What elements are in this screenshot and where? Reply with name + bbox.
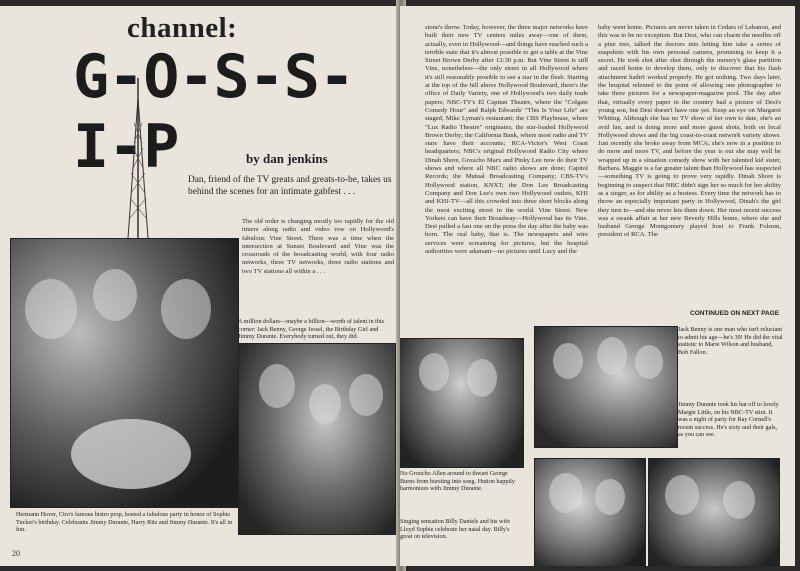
photo-jack-benny xyxy=(534,326,678,448)
article-column-2: baby went home. Pictures are never taken in Cedars of Lebanon, and this was to be no exception. But Desi, who can charm the needles off a pine tree, talked the doctors into letting him take a series of snapshots with his own personal camera, promising to keep it a secret. He took shot after shot through the nursery's glass partition and raced home to develop them, only to discover that his flash attachment hadn't worked properly. He got nothing. Two days later, the hospital relented to the point of allowing one photographer to take three pictures for a newspaper-magazine pool. The day after that, virtually every paper in the country had a picture of Desi's young son, but Desi doesn't have one yet. Keep an eye on Margaret Whiting. Although she has no TV show of her own to date, she's an avid fan, and is doing more and more guest shots, both on local Hollywood shows and the big coast-to-coast network variety shows. Just recently she broke away from MCA; she's now in a position to do more and more TV, and before the year is out she may well be wrapped up in a situation comedy show with her talented kid sister, Barbara. Maggie is a far greater talent than Hollywood has suspected—something TV is going to prove very rapidly. Dinah Shore is beginning to suspect that NBC didn't sign her so much for her ability as a singer, as for ability as a hostess. Every time the network has to throw an especially important party in Hollywood, Dinah's the girl they turn to—and she never lets them down. Her most recent success was a swank affair at her new Beverly Hills home, where she and husband George Montgomery played host to Frank Folsom, president of RCA. The xyxy=(598,24,781,239)
caption-talent-corner: A million dollars—maybe a billion—worth of talent in this corner: Jack Benny, George Jessel, the Birthday Girl and Jimmy Durante. Everybody turned out, they did. xyxy=(238,318,385,341)
article-column-1: stone's throw. Today, however, the three major networks have built their new TV centers miles away—one of them, actually, even in Hollywood—and things have reached such a terrible state that it's almost possible to get a table at the Vine Street Brown Derby after 12:30 p.m. But Vine Street is still Vine, nonetheless—the only street in all Hollywood where it's still reasonably possible to see a star in the flesh. Starting at the top of the hill above Hollywood Boulevard, there's the office of Daily Variety, one of Hollywood's two daily trade papers; NBC-TV's El Capitan Theatre, where the "Colgate Comedy Hour" and Ralph Edwards' "This Is Your Life" are staged; Mike Lyman's restaurant; the CBS Playhouse, where "Lux Radio Theatre" originates; the star-loaded Hollywood Brown Derby; the California Bank, where most radio and TV stars have their accounts; RCA-Victor's West Coast headquarters; NBC's original Hollywood Radio City where Dinah Shore, Groucho Marx and Pinky Lee now do their TV shows and where all NBC radio shows are done; Capitol Records; the Mutual Broadcasting Company; CBS-TV's Hollywood station, KNXT; the Don Lee Broadcasting Company and Don Lee's own two Hollywood outlets, KHJ and KHJ-TV—all this crowded into three short blocks along the most exciting street in the world. Vine Street. New Yorkers can have their Broadway—Hollywood has its Vine. Desi pulled a fast one on the press the day after the baby was born. The real baby, that is. The newspapers and wire services were screaming for pictures, but the hospital authorities were adamant—no pictures until Lucy and the xyxy=(425,24,588,256)
page-number: 20 xyxy=(12,549,20,558)
continued-notice: CONTINUED ON NEXT PAGE xyxy=(690,310,780,317)
headline: G-O-S-S-I-P xyxy=(73,42,354,182)
right-page xyxy=(400,6,795,566)
party-photo-large xyxy=(10,238,239,508)
intro-paragraph: The old order is changing mostly too rapidly for the old timers along radio and video row on Hollywood's fabulous Vine Street. There was a time when the intersection at Sunset Boulevard and Vine was the crossroads of the broadcasting world, with four radio networks, three TV networks, three radio stations and two TV stations all within a . . . xyxy=(242,218,394,275)
left-page xyxy=(0,6,400,566)
byline: by dan jenkins xyxy=(246,151,328,166)
party-photo-group xyxy=(238,343,396,535)
photo-margie-little xyxy=(648,458,780,566)
photo-burns-durante xyxy=(400,338,524,468)
caption-birthday-party: Hermann Hover, Ciro's famous bistro prop, hosted a fabulous party in honor of Sophie Tucker's birthday. Celebrants Jimmy Durante, Harry Ritz and Jimmy Durante. It's all in fun. xyxy=(16,511,233,534)
caption-billy-daniels: Singing sensation Billy Daniels and his wife Lloyd Sophie celebrate her natal day. Billy's great on television. xyxy=(400,518,510,541)
article-deck: Dan, friend of the TV greats and greats-to-be, takes us behind the scenes for an intimate gabfest . . . xyxy=(188,175,392,197)
caption-jimmy-durante: Jimmy Durante took his hat off to lovely Margie Little, on his NBC-TV stint. It was a night of party for Ray Cornell's recent success. He's sixty and their gals, as you can see. xyxy=(678,401,779,439)
radio-tower-illustration xyxy=(124,78,152,238)
photo-billy-daniels xyxy=(534,458,646,566)
caption-jack-benny: Jack Benny is one man who isn't reluctant to admit his age—he's 39! He did the vital statistic to Marie Wilson and husband, Bob Fallon. xyxy=(678,326,783,356)
caption-burns-durante: No Groucho Allen around to thwart George Burns from bursting into song. Hutton happily harmonizes with Jimmy Durante. xyxy=(400,470,515,493)
section-kicker: channel: xyxy=(127,12,238,44)
